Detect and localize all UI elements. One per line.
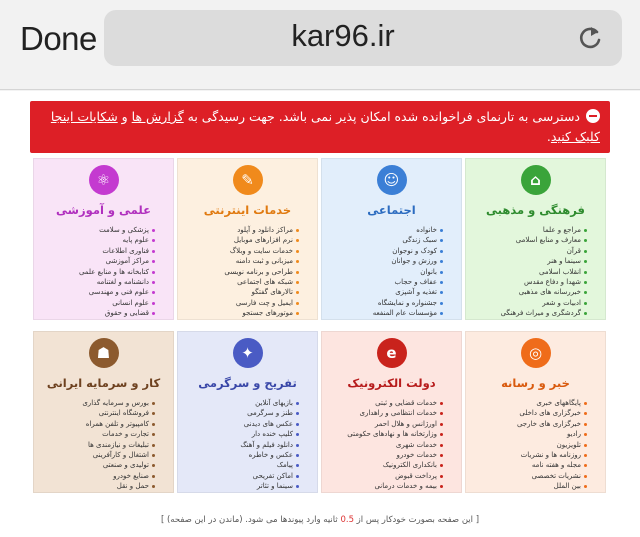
category-link[interactable]: شبکه های اجتماعی [182,277,299,287]
category-card[interactable] [321,158,462,320]
category-link[interactable]: بانوان [326,267,443,277]
briefcase-icon: ☗ [89,338,119,368]
mosque-icon: ⌂ [521,165,551,195]
category-links [470,225,587,319]
category-links [182,225,299,319]
category-title[interactable]: خبر و رسانه [501,376,570,390]
category-link[interactable]: تولیدی و صنعتی [38,460,155,470]
category-link[interactable]: اورژانس و هلال احمر [326,419,443,429]
category-link[interactable]: تغذیه و آشپزی [326,287,443,297]
category-link[interactable]: دانلود فیلم و آهنگ [182,440,299,450]
category-link[interactable]: نشریات تخصصی [470,471,587,481]
category-links [326,398,443,492]
category-card[interactable] [177,158,318,320]
category-link[interactable]: عکس های دیدنی [182,419,299,429]
category-title[interactable]: علمی و آموزشی [56,203,151,217]
category-link[interactable]: پایگاههای خبری [470,398,587,408]
category-link[interactable]: گردشگری و میراث فرهنگی [470,308,587,318]
category-link[interactable]: علوم انسانی [38,298,155,308]
category-title[interactable]: دولت الکترونیک [347,376,436,390]
redirect-close-bracket: ] [160,515,167,525]
category-link[interactable]: فروشگاه اینترنتی [38,408,155,418]
category-links [326,225,443,319]
category-link[interactable]: تالارهای گفتگو [182,287,299,297]
e-government-icon: e [377,338,407,368]
category-card[interactable] [177,331,318,493]
page-content [0,91,640,537]
category-link[interactable]: خدمات انتظامی و راهداری [326,408,443,418]
category-link[interactable]: خدمات قضایی و ثبتی [326,398,443,408]
category-title[interactable]: کار و سرمایه ایرانی [46,376,161,390]
category-link[interactable]: بانکداری الکترونیک [326,460,443,470]
category-card[interactable] [321,331,462,493]
category-link[interactable]: موتورهای جستجو [182,308,299,318]
celebration-icon: ✦ [233,338,263,368]
category-link[interactable]: ایمیل و چت فارسی [182,298,299,308]
category-link[interactable]: تجارت و خدمات [38,429,155,439]
category-link[interactable]: کتابخانه ها و منابع علمی [38,267,155,277]
category-link[interactable]: وزارتخانه ها و نهادهای حکومتی [326,429,443,439]
category-link[interactable]: ادبیات و شعر [470,298,587,308]
category-link[interactable]: بورس و سرمایه گذاری [38,398,155,408]
category-links [38,225,155,319]
category-link[interactable]: خبرگزاری های داخلی [470,408,587,418]
category-link[interactable]: تبلیغات و نیازمندی ها [38,440,155,450]
category-link[interactable]: تلویزیون [470,440,587,450]
category-link[interactable]: خانواده [326,225,443,235]
alert-text: دسترسی به تارنمای فراخوانده شده امکان پذیر نمی باشد. جهت رسیدگی به [183,109,580,124]
redirect-note [0,515,640,525]
category-link[interactable]: انقلاب اسلامی [470,267,587,277]
browser-toolbar [0,0,640,90]
category-link[interactable]: معارف و منابع اسلامی [470,235,587,245]
category-links [470,398,587,492]
family-icon: ☺ [377,165,407,195]
category-link[interactable]: فناوری اطلاعات [38,246,155,256]
category-link[interactable]: بازیهای آنلاین [182,398,299,408]
category-link[interactable]: رادیو [470,429,587,439]
category-link[interactable]: مراجع و علما [470,225,587,235]
category-link[interactable]: کامپیوتر و تلفن همراه [38,419,155,429]
done-button[interactable]: Done [20,20,97,57]
access-denied-alert [30,101,610,153]
category-link[interactable]: پرداخت قبوض [326,471,443,481]
category-link[interactable]: اماکن تفریحی [182,471,299,481]
minus-circle-icon [586,109,600,123]
category-link[interactable]: ورزش و جوانان [326,256,443,266]
category-link[interactable]: طراحی و برنامه نویسی [182,267,299,277]
category-title[interactable]: خدمات اینترنتی [203,203,292,217]
category-links [38,398,155,492]
category-card[interactable] [33,331,174,493]
category-links [182,398,299,492]
alert-end: . [546,129,551,144]
category-link[interactable]: خدمات سایت و وبلاگ [182,246,299,256]
category-link[interactable]: خبررسانه های مذهبی [470,287,587,297]
category-link[interactable]: عکس و خاطره [182,450,299,460]
category-link[interactable]: خبرگزاری های خارجی [470,419,587,429]
category-link[interactable]: بیمه و خدمات درمانی [326,481,443,491]
category-link[interactable]: مؤسسات عام المنفعه [326,308,443,318]
category-link[interactable]: طنز و سرگرمی [182,408,299,418]
category-link[interactable]: قرآن [470,246,587,256]
redirect-text-before: این صفحه بصورت خودکار پس از [353,515,474,525]
category-link[interactable]: علوم فنی و مهندسی [38,287,155,297]
redirect-open-bracket: [ [473,515,480,525]
reload-icon[interactable] [576,24,604,52]
category-link[interactable]: علوم پایه [38,235,155,245]
category-link[interactable]: روزنامه ها و نشریات [470,450,587,460]
category-link[interactable]: میزبانی و ثبت دامنه [182,256,299,266]
satellite-dish-icon: ◎ [521,338,551,368]
category-link[interactable]: سینما و تئاتر [182,481,299,491]
category-link[interactable]: سبک زندگی [326,235,443,245]
category-link[interactable]: قضایی و حقوق [38,308,155,318]
category-link[interactable]: کودک و نوجوان [326,246,443,256]
globe-tag-icon: ✎ [233,165,263,195]
category-link[interactable]: جشنواره و نمایشگاه [326,298,443,308]
redirect-seconds: 0.5 [340,515,354,525]
category-link[interactable]: بین الملل [470,481,587,491]
complaints-link[interactable]: شکایات اینجا کلیک کنید [50,109,600,144]
url-text: kar96.ir [291,18,395,53]
category-link[interactable]: صنایع خودرو [38,471,155,481]
category-card[interactable] [33,158,174,320]
category-link[interactable]: پیامک [182,460,299,470]
reports-link[interactable]: گزارش ها [131,109,184,124]
category-link[interactable]: اشتغال و کارآفرینی [38,450,155,460]
atom-icon: ⚛ [89,165,119,195]
category-title[interactable]: فرهنگی و مذهبی [486,203,585,217]
category-title[interactable]: اجتماعی [367,203,416,217]
category-link[interactable]: مراکز دانلود و آپلود [182,225,299,235]
category-link[interactable]: دانشنامه و لغتنامه [38,277,155,287]
category-link[interactable]: مجله و هفته نامه [470,460,587,470]
category-link[interactable]: خدمات شهری [326,440,443,450]
category-link[interactable]: عفاف و حجاب [326,277,443,287]
category-link[interactable]: کلیپ خنده دار [182,429,299,439]
alert-and: و [117,109,132,124]
category-card[interactable] [465,331,606,493]
category-title[interactable]: تفریح و سرگرمی [198,376,297,390]
category-link[interactable]: سینما و هنر [470,256,587,266]
address-bar[interactable] [104,10,622,66]
category-link[interactable]: خدمات خودرو [326,450,443,460]
category-card[interactable] [465,158,606,320]
category-link[interactable]: نرم افزارهای موبایل [182,235,299,245]
category-link[interactable]: مراکز آموزشی [38,256,155,266]
category-link[interactable]: شهدا و دفاع مقدس [470,277,587,287]
category-link[interactable]: پزشکی و سلامت [38,225,155,235]
redirect-text-after[interactable]: ثانیه وارد پیوندها می شود. (ماندن در این صفحه) [166,515,341,525]
category-link[interactable]: حمل و نقل [38,481,155,491]
